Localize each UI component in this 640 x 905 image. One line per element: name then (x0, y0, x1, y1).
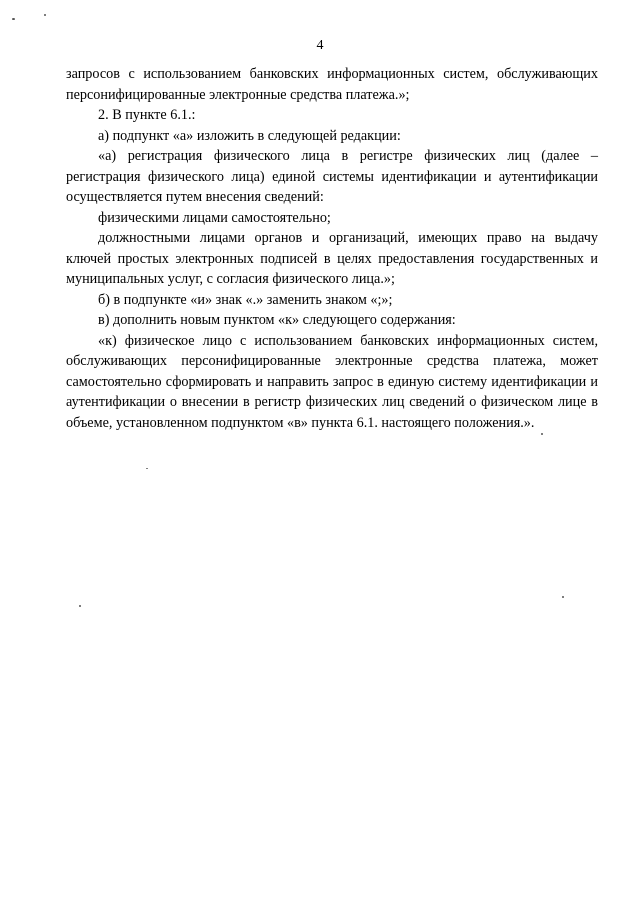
paragraph-8: в) дополнить новым пунктом «к» следующего содержания: (98, 312, 456, 328)
paragraph-3: а) подпункт «а» изложить в следующей редакции: (98, 127, 401, 144)
scan-speck (79, 605, 81, 607)
paragraph-1: запросов с использованием банковских информационных систем, обслуживающих персонифицированные электронные средства платежа.»; (66, 66, 598, 103)
document-body (66, 64, 598, 433)
scan-speck (44, 14, 46, 16)
paragraph-2: 2. В пункте 6.1.: (98, 107, 196, 123)
scan-speck (146, 468, 148, 469)
paragraph-5: физическими лицами самостоятельно; (98, 209, 331, 226)
paragraph-6: должностными лицами органов и организаций, имеющих право на выдачу ключей простых электронных подписей в целях предоставления государственных и муниципальных услуг, с согласия физического лица.»; (66, 230, 598, 287)
paragraph-7: б) в подпункте «и» знак «.» заменить знаком «;»; (98, 291, 393, 308)
page-number: 4 (316, 38, 324, 53)
paragraph-9: «к) физическое лицо с использованием банковских информационных систем, обслуживающих персонифицированные электронные средства платежа, может самостоятельно сформировать и направить запрос в единую систему идентификации и аутентификации о внесении в регистр физических лиц сведений о физическом лице в объеме, установленном подпунктом «в» пункта 6.1. настоящего положения.». (66, 332, 598, 431)
paragraph-4: «а) регистрация физического лица в регистре физических лиц (далее – регистрация физического лица) единой системы идентификации и аутентификации осуществляется путем внесения сведений: (66, 148, 598, 205)
scan-speck (562, 596, 564, 598)
scan-speck (541, 433, 543, 435)
scan-speck (12, 18, 15, 20)
